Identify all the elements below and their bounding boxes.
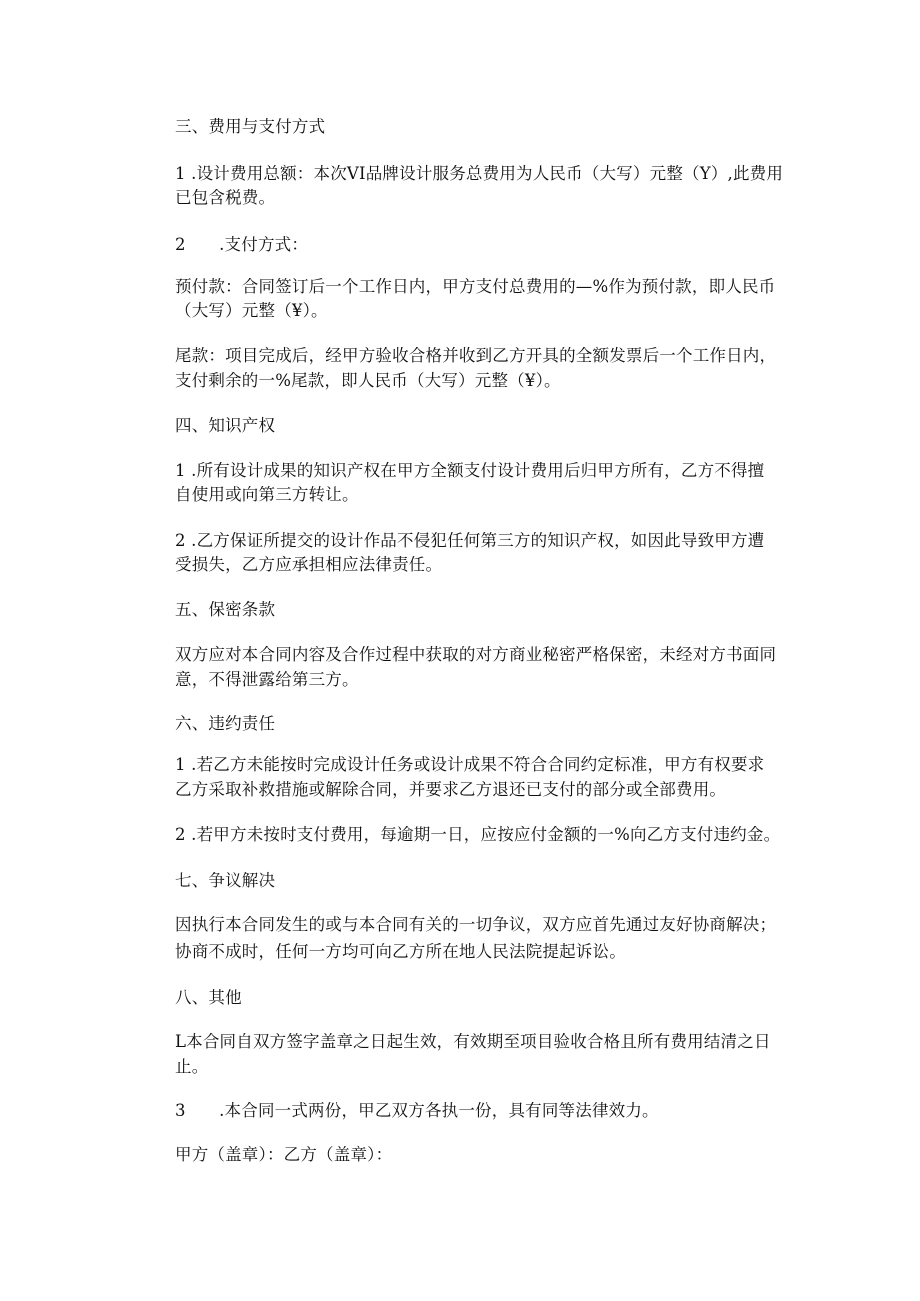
clause-text: 自使用或向第三方转让。 (175, 485, 359, 504)
section-heading-fees: 三、费用与支付方式 (175, 117, 326, 136)
clause-text: 乙方采取补救措施或解除合同，并要求乙方退还已支付的部分或全部费用。 (175, 780, 727, 799)
clause-text: 1 .设计费用总额：本次VI品牌设计服务总费用为人民币（大写）元整（Y）,此费用 (175, 164, 784, 183)
clause-text: 1 .若乙方未能按时完成设计任务或设计成果不符合合同约定标准，甲方有权要求 (175, 755, 765, 774)
section-heading-ip: 四、知识产权 (175, 416, 276, 435)
section-heading-liability: 六、违约责任 (175, 714, 276, 733)
clause-text: 2 .支付方式： (175, 235, 309, 254)
clause-text: （大写）元整（¥）。 (175, 301, 328, 320)
clause-text: 意，不得泄露给第三方。 (175, 670, 359, 689)
clause-text: 3 .本合同一式两份，甲乙双方各执一份，具有同等法律效力。 (175, 1101, 659, 1120)
clause-text: 受损失，乙方应承担相应法律责任。 (175, 555, 443, 574)
section-heading-confidentiality: 五、保密条款 (175, 600, 276, 619)
clause-text: 支付剩余的一%尾款，即人民币（大写）元整（¥）。 (175, 371, 561, 390)
signature-line: 甲方（盖章）：乙方（盖章）： (175, 1145, 393, 1164)
section-heading-disputes: 七、争议解决 (175, 871, 276, 890)
clause-text: 2 .若甲方未按时支付费用，每逾期一日，应按应付金额的一%向乙方支付违约金。 (175, 825, 781, 844)
clause-text: 止。 (175, 1057, 209, 1076)
clause-text: L本合同自双方签字盖章之日起生效，有效期至项目验收合格且所有费用结清之日 (175, 1032, 771, 1051)
clause-text: 因执行本合同发生的或与本合同有关的一切争议，双方应首先通过友好协商解决； (175, 915, 777, 934)
clause-text: 双方应对本合同内容及合作过程中获取的对方商业秘密严格保密，未经对方书面同 (175, 645, 777, 664)
clause-text: 1 .所有设计成果的知识产权在甲方全额支付设计费用后归甲方所有，乙方不得擅 (175, 461, 765, 480)
section-heading-other: 八、其他 (175, 988, 242, 1007)
clause-text: 协商不成时，任何一方均可向乙方所在地人民法院提起诉讼。 (175, 942, 626, 961)
clause-text: 预付款：合同签订后一个工作日内，甲方支付总费用的—%作为预付款，即人民币 (175, 277, 776, 296)
clause-text: 已包含税费。 (175, 188, 276, 207)
clause-text: 2 .乙方保证所提交的设计作品不侵犯任何第三方的知识产权，如因此导致甲方遭 (175, 531, 765, 550)
clause-text: 尾款：项目完成后，经甲方验收合格并收到乙方开具的全额发票后一个工作日内， (175, 346, 777, 365)
